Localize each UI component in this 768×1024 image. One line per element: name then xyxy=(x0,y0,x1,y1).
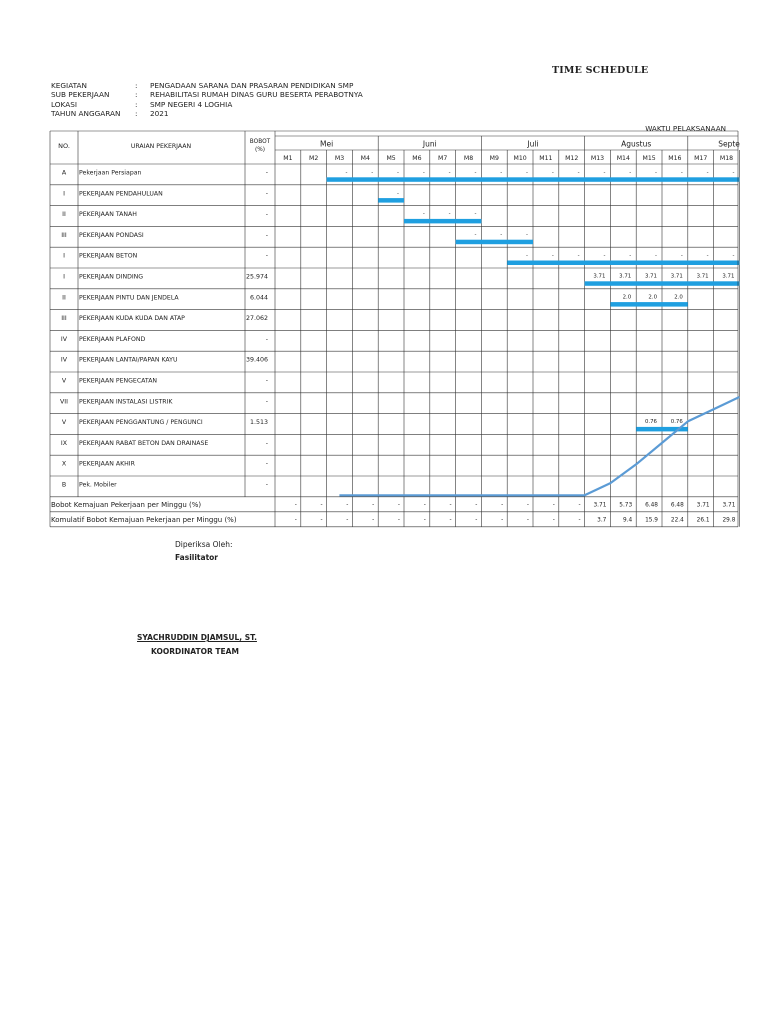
week-cell-value: - xyxy=(551,252,554,259)
task-weight: - xyxy=(265,169,268,177)
cumulative-progress-value: - xyxy=(526,517,529,524)
page-title: TIME SCHEDULE xyxy=(552,65,649,76)
weekly-progress-value: - xyxy=(346,502,349,509)
week-label: M18 xyxy=(719,155,734,162)
gantt-bar xyxy=(404,219,481,224)
task-number: III xyxy=(61,315,67,323)
week-label: M17 xyxy=(694,155,708,162)
cumulative-progress-value: - xyxy=(449,517,452,524)
week-cell-value: 3.71 xyxy=(593,273,606,280)
task-name: PEKERJAAN PENGECATAN xyxy=(79,377,158,385)
week-cell-value: - xyxy=(474,231,477,238)
signer-role: KOORDINATOR TEAM xyxy=(151,647,239,656)
week-cell-value: - xyxy=(371,169,374,176)
cumulative-progress-value: - xyxy=(475,517,478,524)
weekly-progress-value: - xyxy=(475,502,478,509)
week-label: M10 xyxy=(513,155,527,162)
cumulative-progress-value: 26.1 xyxy=(696,517,710,524)
cumulative-progress-value: 9.4 xyxy=(622,517,633,524)
weekly-progress-value: 3.71 xyxy=(696,502,710,509)
weekly-progress-value: - xyxy=(501,502,504,509)
info-key: SUB PEKERJAAN xyxy=(51,90,110,100)
task-number: I xyxy=(63,273,65,281)
month-label: Mei xyxy=(320,139,334,149)
week-cell-value: 3.71 xyxy=(670,273,683,280)
week-cell-value: - xyxy=(500,231,503,238)
week-cell-value: - xyxy=(526,252,528,259)
cumulative-progress-value: - xyxy=(501,517,504,524)
cumulative-progress-value: 15.9 xyxy=(645,517,658,524)
week-label: M6 xyxy=(412,155,422,162)
task-weight: - xyxy=(265,481,268,489)
task-number: A xyxy=(61,169,67,177)
week-label: M16 xyxy=(668,155,682,162)
cumulative-progress-value: - xyxy=(552,517,555,524)
gantt-bar xyxy=(507,261,739,266)
week-cell-value: - xyxy=(706,169,709,176)
info-separator: : xyxy=(135,109,138,119)
checker-role: Fasilitator xyxy=(175,553,219,562)
week-label: M11 xyxy=(539,155,553,162)
week-cell-value: - xyxy=(526,169,528,176)
task-number: IV xyxy=(60,356,68,364)
task-name: Pekerjaan Persiapan xyxy=(79,169,142,177)
week-cell-value: - xyxy=(448,169,451,176)
cumulative-progress-value: 29.8 xyxy=(722,517,736,524)
week-cell-value: - xyxy=(577,252,580,259)
task-weight: - xyxy=(265,190,268,198)
week-label: M1 xyxy=(283,155,293,162)
week-cell-value: - xyxy=(577,169,580,176)
week-cell-value: - xyxy=(732,252,735,259)
task-number: III xyxy=(61,231,67,239)
info-value: PENGADAAN SARANA DAN PRASARAN PENDIDIKAN SMP xyxy=(150,81,354,90)
cumulative-progress-value: 22.4 xyxy=(670,517,684,524)
week-label: M4 xyxy=(360,155,370,162)
task-name: PEKERJAAN DINDING xyxy=(79,273,144,281)
gantt-bar xyxy=(378,198,404,203)
task-weight: 25.974 xyxy=(245,273,268,281)
task-weight: - xyxy=(265,439,268,447)
task-number: B xyxy=(61,481,67,489)
weekly-progress-value: - xyxy=(526,502,529,509)
uraian-header: URAIAN PEKERJAAN xyxy=(130,143,192,150)
weekly-progress-value: - xyxy=(552,502,555,509)
weekly-progress-value: 3.71 xyxy=(593,502,607,509)
info-separator: : xyxy=(135,99,138,109)
info-value: 2021 xyxy=(150,109,169,119)
task-weight: 6.044 xyxy=(249,294,268,302)
info-separator: : xyxy=(135,90,138,100)
task-name: PEKERJAAN RABAT BETON DAN DRAINASE xyxy=(79,439,209,447)
week-cell-value: 2.0 xyxy=(674,294,683,301)
task-name: PEKERJAAN PLAFOND xyxy=(79,335,146,343)
task-name: PEKERJAAN PENDAHULUAN xyxy=(79,190,163,198)
task-name: PEKERJAAN BETON xyxy=(79,252,138,260)
task-weight: - xyxy=(265,231,268,239)
task-number: V xyxy=(61,377,67,385)
week-cell-value: 0.76 xyxy=(644,419,657,426)
weekly-progress-value: 5.73 xyxy=(619,502,633,509)
cumulative-progress-value: - xyxy=(372,517,375,524)
task-number: IV xyxy=(60,335,68,343)
task-weight: - xyxy=(265,252,268,260)
week-cell-value: - xyxy=(422,211,425,218)
week-label: M8 xyxy=(463,155,474,162)
weekly-progress-label: Bobot Kemajuan Pekerjaan per Minggu (%) xyxy=(51,500,202,509)
week-cell-value: 2.0 xyxy=(648,294,657,301)
info-key: KEGIATAN xyxy=(51,81,87,90)
week-cell-value: 3.71 xyxy=(644,273,657,280)
weekly-progress-value: - xyxy=(372,502,375,509)
task-weight: 1.513 xyxy=(249,419,268,427)
weekly-progress-value: - xyxy=(320,502,323,509)
waktu-pelaksanaan-label: WAKTU PELAKSANAAN xyxy=(645,124,726,133)
task-weight: - xyxy=(265,377,268,385)
weekly-progress-value: - xyxy=(578,502,581,509)
weekly-progress-value: - xyxy=(449,502,452,509)
task-weight: - xyxy=(265,211,268,219)
info-key: TAHUN ANGGARAN xyxy=(51,109,121,119)
week-cell-value: - xyxy=(680,252,683,259)
month-label: Juli xyxy=(527,139,539,149)
gantt-bar xyxy=(456,240,533,245)
weekly-progress-value: 6.48 xyxy=(645,502,658,509)
week-cell-value: - xyxy=(345,169,348,176)
week-label: M5 xyxy=(386,155,396,162)
task-weight: 39.406 xyxy=(245,356,268,364)
week-cell-value: - xyxy=(655,169,657,176)
week-cell-value: - xyxy=(474,169,477,176)
task-weight: - xyxy=(265,460,268,468)
week-cell-value: - xyxy=(397,190,399,197)
signer-name: SYACHRUDDIN DJAMSUL, ST. xyxy=(137,633,257,642)
task-number: II xyxy=(62,211,66,219)
task-name: PEKERJAAN PONDASI xyxy=(79,231,144,239)
week-cell-value: 0.76 xyxy=(670,419,683,426)
weekly-progress-value: 3.71 xyxy=(722,502,736,509)
bobot-header: BOBOT xyxy=(249,139,271,145)
bobot-unit-header: (%) xyxy=(254,147,266,153)
week-cell-value: - xyxy=(603,169,606,176)
weekly-progress-value: - xyxy=(397,502,400,509)
task-number: I xyxy=(63,252,65,260)
task-number: X xyxy=(61,460,67,468)
info-key: LOKASI xyxy=(51,99,77,109)
week-cell-value: - xyxy=(500,169,503,176)
week-label: M14 xyxy=(616,155,630,162)
week-cell-value: - xyxy=(551,169,554,176)
week-cell-value: 3.71 xyxy=(696,273,709,280)
task-number: VII xyxy=(59,398,69,406)
gantt-bar xyxy=(610,302,687,307)
week-label: M9 xyxy=(489,155,499,162)
week-cell-value: 3.71 xyxy=(619,273,632,280)
task-number: IX xyxy=(60,439,68,447)
cumulative-progress-value: - xyxy=(397,517,400,524)
task-name: Pek. Mobiler xyxy=(79,481,117,489)
task-name: PEKERJAAN PINTU DAN JENDELA xyxy=(79,294,179,302)
task-name: PEKERJAAN PENGGANTUNG / PENGUNCI xyxy=(79,419,203,427)
week-cell-value: - xyxy=(629,252,632,259)
info-value: REHABILITASI RUMAH DINAS GURU BESERTA PERABOTNYA xyxy=(150,90,363,100)
s-curve-line xyxy=(339,397,739,495)
week-cell-value: - xyxy=(397,169,399,176)
gantt-bar xyxy=(327,177,740,182)
cumulative-progress-value: - xyxy=(346,517,349,524)
weekly-progress-value: 6.48 xyxy=(670,502,684,509)
week-cell-value: - xyxy=(526,231,528,238)
task-number: V xyxy=(61,419,67,427)
cumulative-progress-value: - xyxy=(294,517,297,524)
task-weight: - xyxy=(265,335,268,343)
weekly-progress-value: - xyxy=(294,502,297,509)
cumulative-progress-label: Komulatif Bobot Kemajuan Pekerjaan per Minggu (%) xyxy=(51,515,237,524)
task-number: I xyxy=(63,190,65,198)
week-cell-value: - xyxy=(448,211,451,218)
week-cell-value: - xyxy=(655,252,657,259)
month-label: Agustus xyxy=(621,139,652,149)
week-label: M3 xyxy=(334,155,345,162)
week-label: M12 xyxy=(565,155,579,162)
info-separator: : xyxy=(135,81,138,90)
weekly-progress-value: - xyxy=(423,502,426,509)
week-cell-value: - xyxy=(629,169,632,176)
week-cell-value: - xyxy=(422,169,425,176)
cumulative-progress-value: 3.7 xyxy=(597,517,607,524)
week-label: M7 xyxy=(438,155,448,162)
task-name: PEKERJAAN AKHIR xyxy=(79,460,135,468)
checked-by-label: Diperiksa Oleh: xyxy=(175,540,233,549)
month-label: Septe xyxy=(718,139,740,149)
week-cell-value: - xyxy=(603,252,606,259)
task-number: II xyxy=(62,294,66,302)
cumulative-progress-value: - xyxy=(320,517,323,524)
task-name: PEKERJAAN INSTALASI LISTRIK xyxy=(79,398,173,406)
week-cell-value: - xyxy=(706,252,709,259)
cumulative-progress-value: - xyxy=(578,517,581,524)
week-cell-value: 2.0 xyxy=(622,294,632,301)
week-cell-value: - xyxy=(680,169,683,176)
week-cell-value: 3.71 xyxy=(722,273,735,280)
info-value: SMP NEGERI 4 LOGHIA xyxy=(150,99,233,109)
task-name: PEKERJAAN KUDA KUDA DAN ATAP xyxy=(79,315,185,323)
week-label: M13 xyxy=(590,155,605,162)
week-label: M2 xyxy=(309,155,319,162)
cumulative-progress-value: - xyxy=(423,517,426,524)
no-header: NO. xyxy=(58,142,70,150)
task-name: PEKERJAAN TANAH xyxy=(79,211,137,219)
gantt-bar xyxy=(585,281,740,286)
month-label: Juni xyxy=(422,139,437,149)
week-label: M15 xyxy=(642,155,656,162)
task-name: PEKERJAAN LANTAI/PAPAN KAYU xyxy=(79,356,178,364)
week-cell-value: - xyxy=(474,211,477,218)
task-weight: - xyxy=(265,398,268,406)
task-weight: 27.062 xyxy=(245,315,268,323)
week-cell-value: - xyxy=(732,169,735,176)
